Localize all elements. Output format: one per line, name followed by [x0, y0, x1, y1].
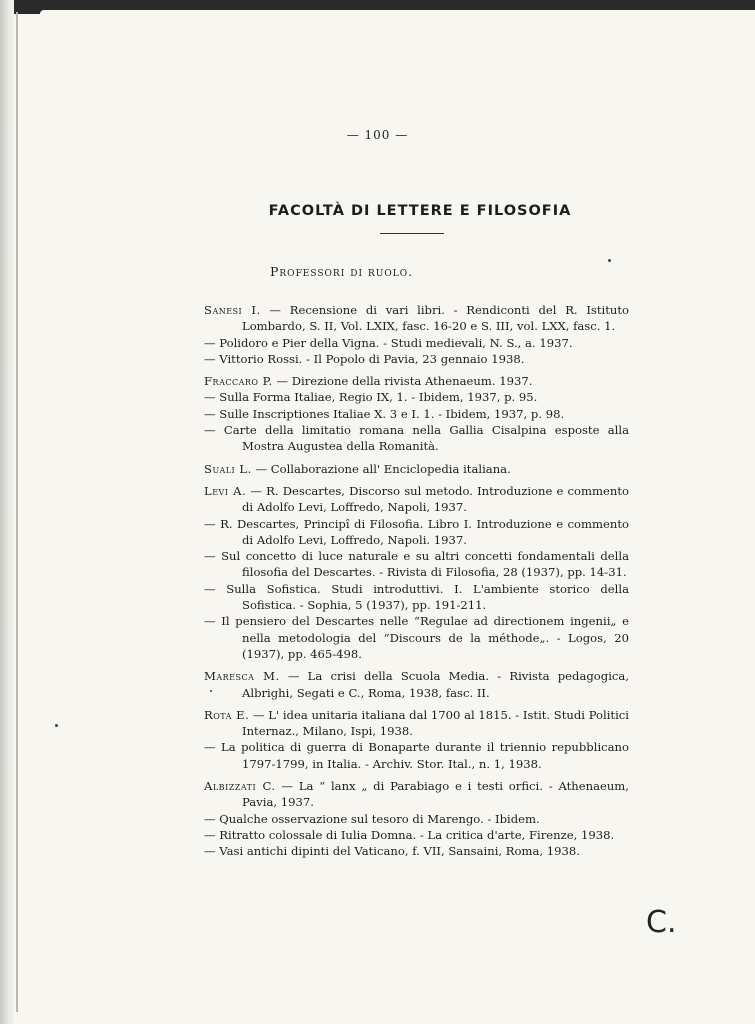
ink-speck [55, 724, 58, 727]
entry-albizzati-4 [204, 843, 629, 859]
subheading: Professori di ruolo. [270, 264, 414, 279]
entry-text: — Vittorio Rossi. - Il Popolo di Pavia, 23 gennaio 1938. [204, 351, 525, 366]
entry-albizzati-1 [204, 778, 629, 811]
author-name: Albizzati C. [204, 779, 276, 794]
entry-maresca-1 [204, 668, 629, 701]
scan-border-top-inner [40, 10, 755, 16]
title-rule [380, 233, 444, 234]
entry-sanesi-3 [204, 351, 629, 367]
entry-text: — Vasi antichi dipinti del Vaticano, f. VII, Sansaini, Roma, 1938. [204, 844, 580, 859]
entry-fraccaro-4 [204, 422, 629, 455]
author-name: Maresca M. [204, 669, 280, 684]
author-name: Rota E. [204, 707, 250, 722]
entry-text: — Sulla Sofistica. Studi introduttivi. I. L'ambiente storico della Sofistica. - Sophia, 5 (1937), pp. 191-211. [204, 581, 629, 613]
scan-border-left [0, 0, 14, 1024]
author-name: Levi A. [204, 483, 247, 498]
entry-text: — Sul concetto di luce naturale e su altri concetti fondamentali della filosofia del Descartes. - Rivista di Filosofia, 28 (1937), pp. 14-31. [204, 549, 629, 580]
author-name: Fraccaro P. [204, 374, 273, 389]
entry-rota-1 [204, 707, 629, 740]
entry-text: — Direzione della rivista Athenaeum. 1937. [272, 374, 533, 389]
entry-text: — Carte della limitatio romana nella Gallia Cisalpina esposte alla Mostra Augustea della Romanità. [204, 423, 629, 454]
section-title: FACOLTÀ DI LETTERE E FILOSOFIA [268, 203, 572, 219]
entry-fraccaro-1 [204, 373, 629, 389]
entry-albizzati-2 [204, 811, 629, 827]
entry-text: — Qualche osservazione sul tesoro di Marengo. - Ibidem. [204, 811, 540, 826]
handwritten-note: C. [646, 905, 677, 940]
entry-text: — Sulle Inscriptiones Italiae X. 3 e I. 1. - Ibidem, 1937, p. 98. [204, 406, 565, 421]
entry-text: — Il pensiero del Descartes nelle “Regulae ad directionem ingenii„ e nella metodologia del “Discours de la méthode„. - Logos, 20 (1937), pp. 465-498. [204, 614, 629, 661]
entry-sanesi-1 [204, 302, 629, 335]
entry-text: — Ritratto colossale di Iulia Domna. - La critica d'arte, Firenze, 1938. [204, 827, 615, 842]
entry-text: — R. Descartes, Principî di Filosofia. Libro I. Introduzione e commento di Adolfo Levi, Loffredo, Napoli. 1937. [204, 516, 629, 547]
entry-text: — Sulla Forma Italiae, Regio IX, 1. - Ibidem, 1937, p. 95. [204, 390, 538, 405]
entry-levi-1 [204, 483, 629, 516]
entry-text: — La crisi della Scuola Media. - Rivista pedagogica, Albrighi, Segati e C., Roma, 1938, fasc. II. [242, 669, 630, 700]
ink-speck [210, 690, 212, 692]
scan-border-line [16, 12, 18, 1012]
entry-text: — L' idea unitaria italiana dal 1700 al 1815. - Istit. Studi Politici Internaz., Milano, Ispi, 1938. [242, 707, 629, 739]
entry-fraccaro-3 [204, 406, 629, 422]
entry-text: — Polidoro e Pier della Vigna. - Studi medievali, N. S., a. 1937. [204, 335, 573, 350]
author-name: Sanesi I. [204, 303, 261, 317]
entry-sanesi-2 [204, 335, 629, 351]
entry-levi-2 [204, 516, 629, 549]
entry-levi-5 [204, 613, 629, 662]
entry-albizzati-3 [204, 827, 629, 843]
bibliography-list [204, 302, 629, 860]
entry-suali-1 [204, 461, 629, 477]
page-number: — 100 — [346, 128, 409, 142]
entry-rota-2 [204, 739, 629, 772]
author-name: Suali L. [204, 461, 252, 476]
entry-levi-3 [204, 548, 629, 581]
entry-text: — R. Descartes, Discorso sul metodo. Introduzione e commento di Adolfo Levi, Loffredo, Napoli, 1937. [242, 483, 629, 515]
entry-text: — Collaborazione all' Enciclopedia italiana. [251, 461, 511, 476]
entry-text: — La “ lanx „ di Parabiago e i testi orfici. - Athenaeum, Pavia, 1937. [242, 779, 629, 810]
entry-text: — Recensione di vari libri. - Rendiconti del R. Istituto Lombardo, S. II, Vol. LXIX, fasc. 16-20 e S. III, vol. LXX, fasc. 1. [242, 303, 630, 334]
entry-fraccaro-2 [204, 389, 629, 405]
entry-text: — La politica di guerra di Bonaparte durante il triennio repubblicano 1797-1799, in Italia. - Archiv. Stor. Ital., n. 1, 1938. [204, 740, 629, 771]
entry-levi-4 [204, 581, 629, 614]
ink-speck [608, 259, 611, 262]
